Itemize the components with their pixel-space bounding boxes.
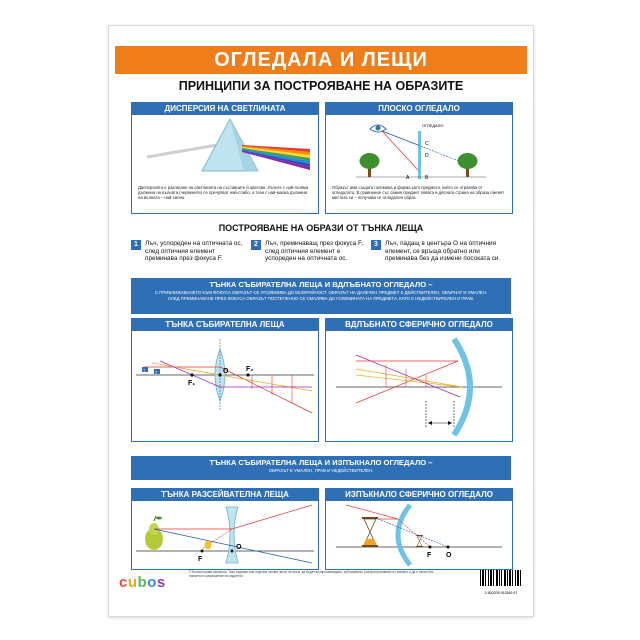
band-title: ТЪНКА СЪБИРАТЕЛНА ЛЕЩА И ВДЛЪБНАТО ОГЛЕДАЛО – — [209, 280, 433, 289]
tree-icon — [360, 153, 380, 177]
panel-title: ТЪНКА РАЗСЕЙВАТЕЛНА ЛЕЩА — [132, 489, 318, 501]
panel-concave-mirror — [325, 318, 513, 442]
logo-letter: o — [147, 574, 157, 591]
focus-label-f2: F₂ — [246, 366, 254, 373]
rule-text: Лъч, преминаващ през фокуса F, след оптичния елемент е успореден на оптичната ос. — [265, 240, 364, 263]
barcode-number: 3 800205 911559 87 — [484, 591, 518, 595]
logo-letter: s — [156, 574, 166, 591]
focus-label-f1: F₁ — [188, 380, 196, 387]
converging-lens-diagram — [132, 331, 318, 439]
barcode — [479, 570, 523, 595]
barcode-icon — [479, 570, 523, 586]
marker-1: 1 — [143, 367, 146, 373]
panel-plane-mirror — [325, 102, 513, 214]
panel-diverging-lens — [131, 488, 319, 570]
point-label-a: A — [406, 175, 410, 181]
panel-description: Образът има същата големина и форма като предмета, който се отразява от огледалото. В сравнение със самия предмет лявата и дясната страна на образа сменят местата си – получава се огледален образ. — [332, 185, 505, 200]
page-subtitle: ПРИНЦИПИ ЗА ПОСТРОЯВАНЕ НА ОБРАЗИТЕ — [178, 79, 464, 93]
mirror-shape — [418, 131, 421, 179]
panel-title: ТЪНКА СЪБИРАТЕЛНА ЛЕЩА — [132, 319, 318, 331]
logo-letter: b — [137, 574, 148, 591]
cubos-logo — [119, 574, 166, 591]
panel-converging-lens — [131, 318, 319, 442]
panel-title: ВДЛЪБНАТО СФЕРИЧНО ОГЛЕДАЛО — [326, 319, 512, 331]
band-line-2: СЛЕД ПРЕМИНАВАНЕ ПРЕЗ ФОКУСА ОБРАЗЪТ ПОСТЕПЕННО СЕ СМАЛЯВА ДО ГОЛЕМИНАТА НА ПРЕДМЕТА, КАТО Е НЕДЕЙСТВИТЕЛЕН И ПРАВ. — [167, 296, 475, 301]
mirror-label: ОГЛЕДАЛО — [422, 123, 444, 128]
panel-title: ПЛОСКО ОГЛЕДАЛО — [326, 103, 512, 115]
diverging-lens-diagram — [132, 501, 318, 567]
panel-title: ДИСПЕРСИЯ НА СВЕТЛИНАТА — [132, 103, 318, 115]
point-label-b: B — [425, 175, 429, 181]
point-label-c: C — [425, 141, 429, 147]
band-line: ОБРАЗЪТ Е УМАЛЕН, ПРАВ И НЕДЕЙСТВИТЕЛЕН. — [268, 468, 374, 473]
convex-mirror-shape — [398, 505, 410, 565]
rule-number: 1 — [131, 240, 141, 250]
eye-icon — [370, 125, 386, 132]
panel-convex-mirror — [325, 488, 513, 570]
logo-letter: u — [127, 574, 138, 591]
rule-number: 3 — [371, 240, 381, 250]
copyright-text: © Всички права запазени. Тази издание или отделни негови части не могат да бъдат възпроизвеждани, публикувани, разпространявани по какъвто и да е начин без писменото разрешение на издателя. — [189, 570, 434, 578]
center-label-o: O — [236, 544, 242, 551]
panel-title: ИЗПЪКНАЛО СФЕРИЧНО ОГЛЕДАЛО — [326, 489, 512, 501]
rule-1 — [131, 240, 249, 263]
poster — [108, 25, 534, 617]
marker-2: 2 — [155, 369, 158, 375]
section-title: ПОСТРОЯВАНЕ НА ОБРАЗИ ОТ ТЪНКА ЛЕЩА — [218, 223, 424, 233]
info-band-converging — [131, 278, 511, 314]
title-banner: ОГЛЕДАЛА И ЛЕЩИ — [115, 46, 527, 74]
hourglass-icon — [362, 517, 378, 547]
center-label-o: O — [223, 368, 229, 375]
band-line-1: С ПРИБЛИЖАВАНЕТО КЪМ ФОКУСА ОБРАЗЪТ СЕ УГОЛЕМИВА ДО БЕЗКРАЙНОСТ. ОБРАЗЪТ НА ДАЛЕЧЕН ПРЕДМЕТ Е ДЕЙСТВИТЕЛЕН, ОБЪРНАТ И УМАЛЕН. — [155, 290, 487, 295]
tree-image-icon — [458, 153, 478, 177]
focus-label-f: F — [427, 552, 432, 559]
focus-label-f: F — [198, 556, 203, 563]
hourglass-image-icon — [416, 535, 423, 547]
center-label-o: O — [446, 552, 452, 559]
panel-dispersion — [131, 102, 319, 214]
prism-illustration — [132, 115, 318, 179]
convex-mirror-diagram — [326, 501, 512, 567]
rule-number: 2 — [251, 240, 261, 250]
pear-icon — [145, 516, 163, 550]
info-band-convex — [131, 456, 511, 480]
rule-3 — [371, 240, 513, 263]
footer — [119, 568, 523, 602]
diverging-lens-shape — [226, 507, 238, 563]
rule-2 — [251, 240, 369, 263]
concave-mirror-diagram — [326, 331, 512, 439]
panel-description: Дисперсията е разлагане на светлината на съставните ѝ цветове. Лъчите с най-голяма дължина на вълната (червените) се пречупват най-слабо, а тези с най-малка дължина на вълната – най-силно. — [138, 185, 309, 200]
logo-letter: c — [119, 574, 128, 591]
rule-text: Лъч, падащ в центъра O на оптичния елемент, се връща обратно или преминава без да измени посоката си. — [385, 240, 501, 263]
rule-text: Лъч, успореден на оптичната ос, след оптичния елемент преминава през фокуса F. — [145, 240, 243, 263]
band-title: ТЪНКА СЪБИРАТЕЛНА ЛЕЩА И ИЗПЪКНАЛО ОГЛЕДАЛО – — [209, 458, 433, 467]
point-label-d: D — [425, 153, 429, 159]
plane-mirror-illustration — [326, 115, 512, 181]
